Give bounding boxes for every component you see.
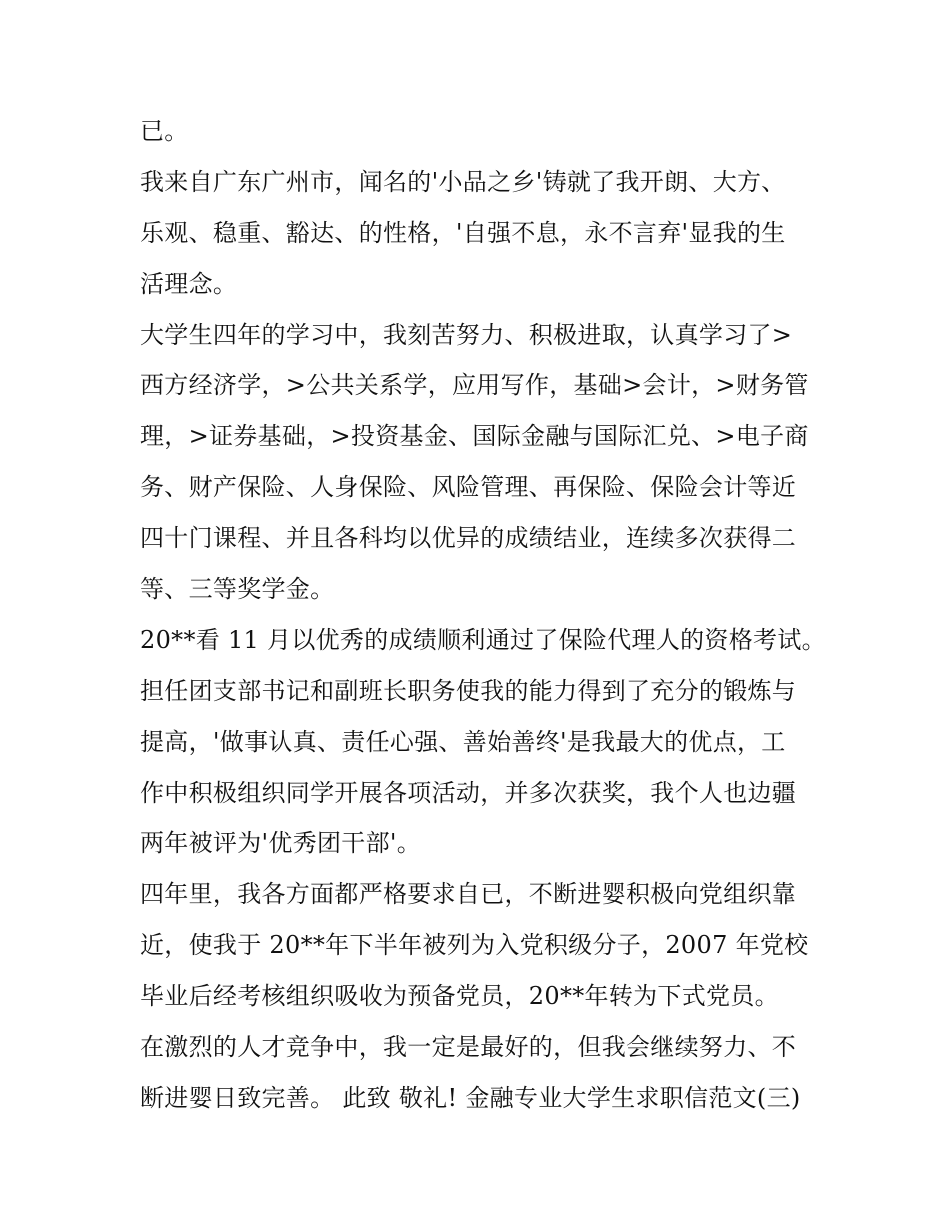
text-line: 乐观、稳重、豁达、的性格，'自强不息，永不言弃'显我的生 bbox=[140, 218, 786, 247]
text-line: 四十门课程、并且各科均以优异的成绩结业，连续多次获得二 bbox=[140, 524, 797, 553]
text-line: 务、财产保险、人身保险、风险管理、再保险、保险会计等近 bbox=[140, 473, 797, 502]
text-line: 等、三等奖学金。 bbox=[140, 575, 335, 604]
text-line: 作中积极组织同学开展各项活动，并多次获奖，我个人也边疆 bbox=[140, 778, 797, 807]
text-line: 两年被评为'优秀团干部'。 bbox=[140, 829, 422, 858]
text-line: 近，使我于 20**年下半年被列为入党积级分子，2007 年党校 bbox=[140, 931, 809, 960]
text-line: 断进婴日致完善。 此致 敬礼! 金融专业大学生求职信范文(三) bbox=[140, 1083, 801, 1112]
text-line: 在激烈的人才竞争中，我一定是最好的，但我会继续努力、不 bbox=[140, 1033, 797, 1062]
text-line: 四年里，我各方面都严格要求自已，不断进婴积极向党组织靠 bbox=[140, 880, 797, 909]
text-line: 活理念。 bbox=[140, 269, 238, 298]
text-line: 担任团支部书记和副班长职务使我的能力得到了充分的锻炼与 bbox=[140, 676, 797, 705]
text-line: 提高，'做事认真、责任心强、善始善终'是我最大的优点，工 bbox=[140, 727, 786, 756]
text-line: 西方经济学，>公共关系学，应用写作，基础>会计，>财务管 bbox=[140, 371, 809, 400]
text-line: 理，>证券基础，>投资基金、国际金融与国际汇兑、>电子商 bbox=[140, 422, 809, 451]
text-line: 已。 bbox=[140, 117, 189, 145]
body-text bbox=[140, 106, 826, 1124]
text-line: 20**看 11 月以优秀的成绩顺利通过了保险代理人的资格考试。 bbox=[140, 625, 826, 654]
text-line: 大学生四年的学习中，我刻苦努力、积极进取，认真学习了> bbox=[140, 320, 793, 349]
text-line: 我来自广东广州市，闻名的'小品之乡'铸就了我开朗、大方、 bbox=[140, 167, 786, 196]
text-line: 毕业后经考核组织吸收为预备党员，20**年转为下式党员。 bbox=[140, 982, 779, 1011]
